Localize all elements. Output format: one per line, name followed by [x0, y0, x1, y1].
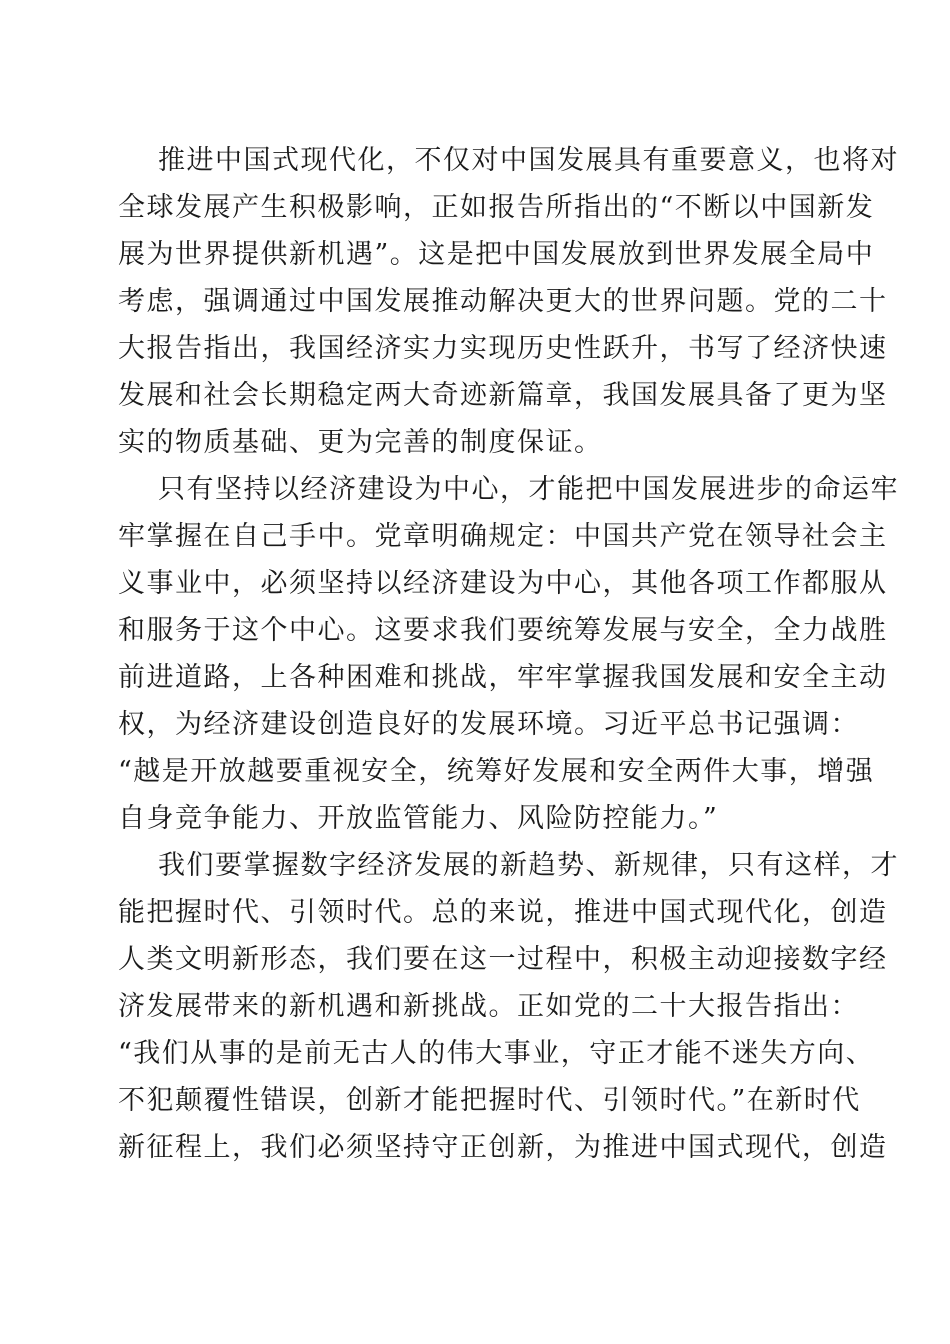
text-line: 人类文明新形态，我们要在这一过程中，积极主动迎接数字经 [118, 944, 888, 975]
text-line: 牢掌握在自己手中。党章明确规定：中国共产党在领导社会主 [118, 521, 888, 552]
text-line: 推进中国式现代化，不仅对中国发展具有重要意义，也将对 [158, 145, 899, 176]
document-body [118, 137, 899, 1171]
text-line: 济发展带来的新机遇和新挑战。正如党的二十大报告指出： [118, 991, 859, 1022]
paragraph-3 [118, 842, 899, 1171]
text-line: 义事业中，必须坚持以经济建设为中心，其他各项工作都服从 [118, 568, 888, 599]
text-line: 自身竞争能力、开放监管能力、风险防控能力。” [118, 803, 719, 834]
text-line: 全球发展产生积极影响，正如报告所指出的“不断以中国新发 [118, 192, 875, 223]
text-line: 能把握时代、引领时代。总的来说，推进中国式现代化，创造 [118, 897, 888, 928]
text-line: 只有坚持以经济建设为中心，才能把中国发展进步的命运牢 [158, 474, 899, 505]
text-line: 权，为经济建设创造良好的发展环境。习近平总书记强调： [118, 709, 859, 740]
text-line: 我们要掌握数字经济发展的新趋势、新规律，只有这样，才 [158, 850, 899, 881]
paragraph-1 [118, 137, 899, 466]
text-line: 大报告指出，我国经济实力实现历史性跃升，书写了经济快速 [118, 333, 888, 364]
text-line: 前进道路，上各种困难和挑战，牢牢掌握我国发展和安全主动 [118, 662, 888, 693]
text-line: “越是开放越要重视安全，统筹好发展和安全两件大事，增强 [118, 756, 875, 787]
text-line: 展为世界提供新机遇”。这是把中国发展放到世界发展全局中 [118, 239, 875, 270]
text-line: 发展和社会长期稳定两大奇迹新篇章，我国发展具备了更为坚 [118, 380, 888, 411]
text-line: 和服务于这个中心。这要求我们要统筹发展与安全，全力战胜 [118, 615, 888, 646]
paragraph-2 [118, 466, 899, 842]
text-line: 实的物质基础、更为完善的制度保证。 [118, 427, 603, 458]
text-line: 考虑，强调通过中国发展推动解决更大的世界问题。党的二十 [118, 286, 888, 317]
text-line: 不犯颠覆性错误，创新才能把握时代、引领时代。”在新时代 [118, 1085, 861, 1116]
text-line: 新征程上，我们必须坚持守正创新，为推进中国式现代，创造 [118, 1132, 888, 1163]
text-line: “我们从事的是前无古人的伟大事业，守正才能不迷失方向、 [118, 1038, 875, 1069]
